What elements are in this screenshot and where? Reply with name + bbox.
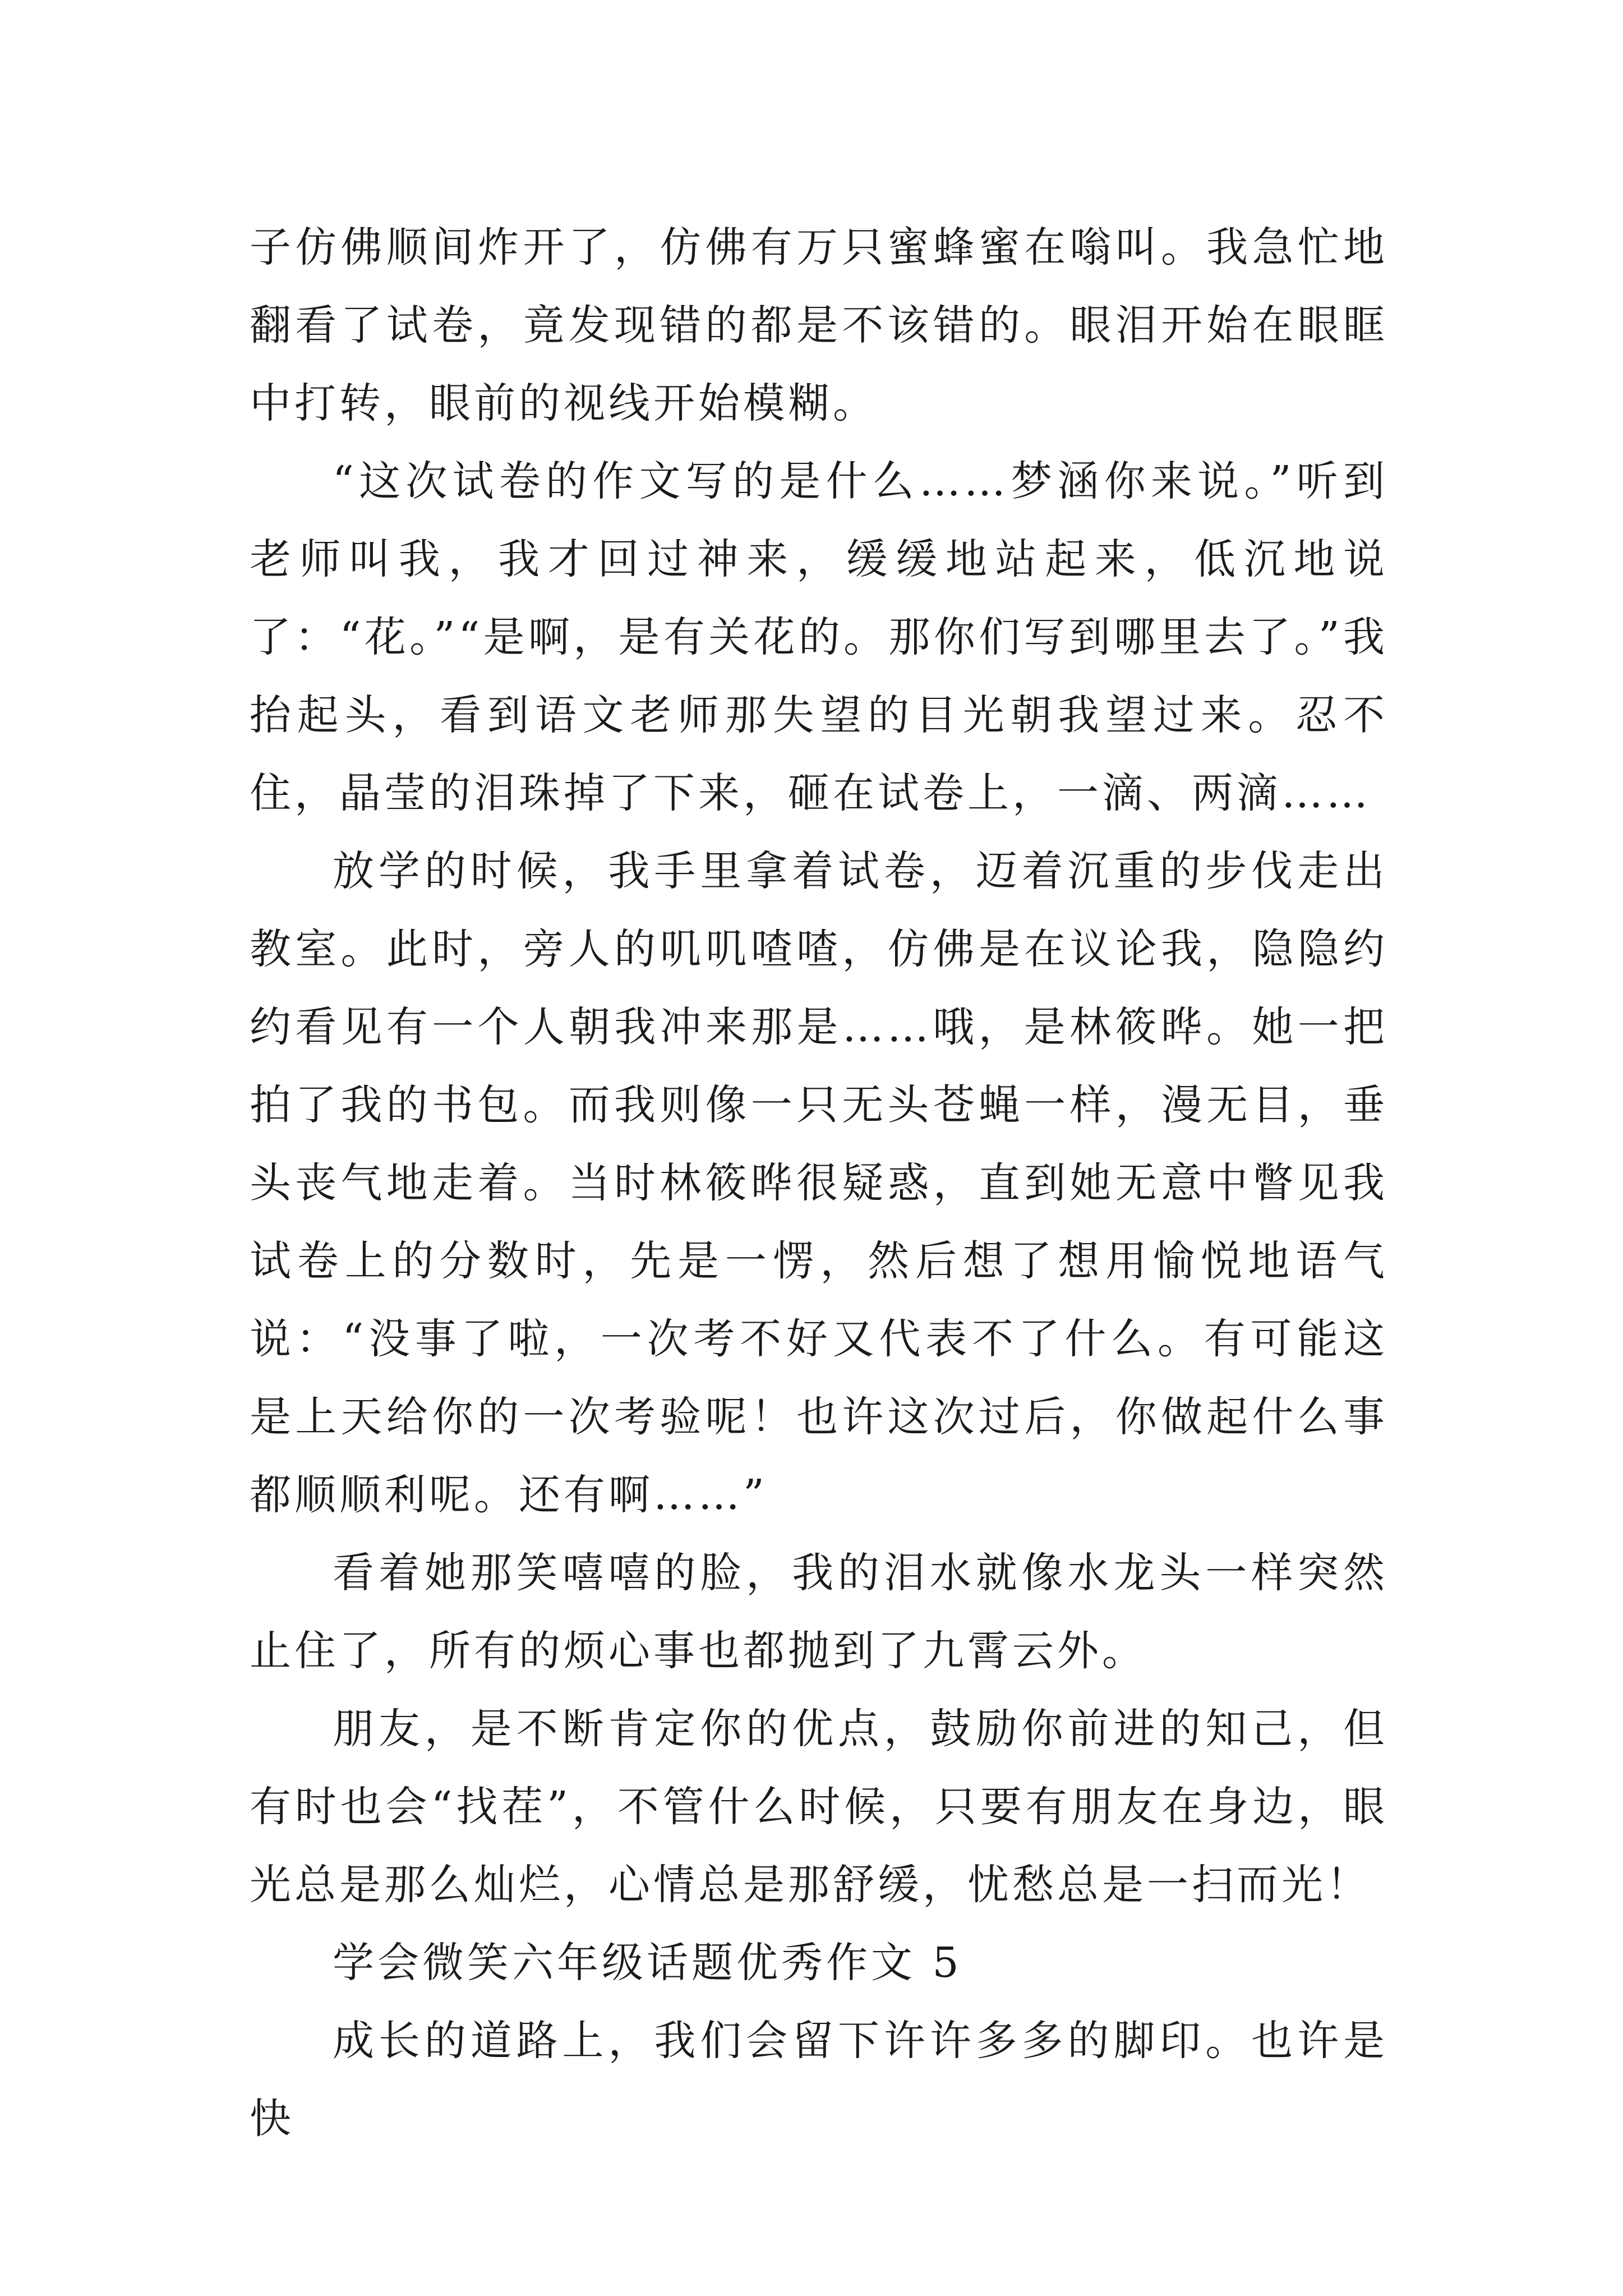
paragraph-2: “这次试卷的作文写的是什么……梦涵你来说。”听到老师叫我，我才回过神来，缓缓地站起来，低沉地说了：“花。”“是啊，是有关花的。那你们写到哪里去了。”我抬起头，看到语文老师那失望的目光朝我望过来。忍不住，晶莹的泪珠掉了下来，砸在试卷上，一滴、两滴…… <box>250 457 1388 817</box>
paragraph-3: 放学的时候，我手里拿着试卷，迈着沉重的步伐走出教室。此时，旁人的叽叽喳喳，仿佛是在议论我，隐隐约约看见有一个人朝我冲来那是……哦，是林筱晔。她一把拍了我的书包。而我则像一只无头苍蝇一样，漫无目，垂头丧气地走着。当时林筱晔很疑惑，直到她无意中瞥见我试卷上的分数时，先是一愣，然后想了想用愉悦地语气说：“没事了啦，一次考不好又代表不了什么。有可能这是上天给你的一次考验呢！也许这次过后，你做起什么事都顺顺利呢。还有啊……” <box>250 847 1388 1519</box>
text-column <box>250 209 1388 2158</box>
paragraph-5: 朋友，是不断肯定你的优点，鼓励你前进的知己，但有时也会“找茬”，不管什么时候，只要有朋友在身边，眼光总是那么灿烂，心情总是那舒缓，忧愁总是一扫而光！ <box>250 1705 1388 1909</box>
essay-heading: 学会微笑六年级话题优秀作文 5 <box>333 1939 962 1987</box>
paragraph-4: 看着她那笑嘻嘻的脸，我的泪水就像水龙头一样突然止住了，所有的烦心事也都抛到了九霄云外。 <box>250 1549 1388 1675</box>
paragraph-6: 成长的道路上，我们会留下许许多多的脚印。也许是快 <box>250 2017 1388 2143</box>
paragraph-1: 子仿佛顺间炸开了，仿佛有万只蜜蜂蜜在嗡叫。我急忙地翻看了试卷，竟发现错的都是不该错的。眼泪开始在眼眶中打转，眼前的视线开始模糊。 <box>250 223 1388 427</box>
